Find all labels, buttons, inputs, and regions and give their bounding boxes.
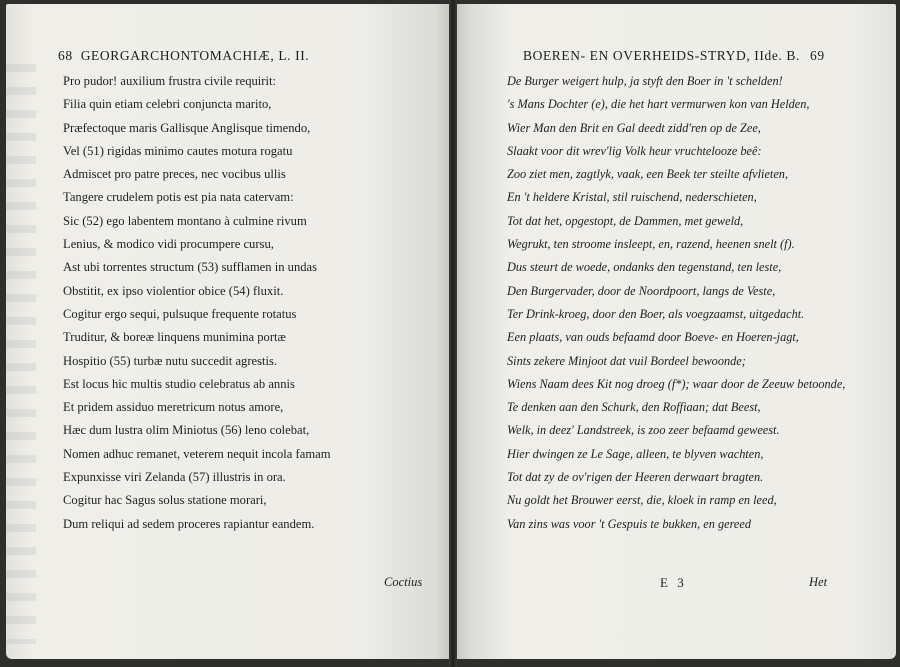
- left-page: [6, 4, 449, 659]
- verse-line: Een plaats, van ouds befaamd door Boeve- en Hoeren-jagt,: [507, 330, 799, 345]
- verse-line: Admiscet pro patre preces, nec vocibus ullis: [63, 167, 286, 182]
- verse-line: Lenius, & modico vidi procumpere cursu,: [63, 237, 274, 252]
- verse-line: Est locus hic multis studio celebratus ab annis: [63, 376, 295, 391]
- signature-mark: E 3: [660, 575, 687, 590]
- verse-line: Præfectoque maris Gallisque Anglisque timendo,: [63, 120, 311, 135]
- verse-line: Ast ubi torrentes structum (53) sufflamen in undas: [63, 260, 318, 275]
- verse-line: Dus steurt de woede, ondanks den tegenstand, ten leste,: [507, 260, 782, 275]
- catchword-left: Coctius: [384, 575, 423, 589]
- running-head-left: [58, 48, 309, 64]
- verse-line: Zoo ziet men, zagtlyk, vaak, een Beek ter steilte afvlieten,: [507, 167, 789, 182]
- verse-line: Hier dwingen ze Le Sage, alleen, te blyven wachten,: [507, 446, 764, 461]
- latin-verse: [63, 70, 331, 536]
- verse-line: Tot dat het, opgestopt, de Dammen, met geweld,: [507, 213, 744, 228]
- verse-line: Nu goldt het Brouwer eerst, die, kloek in ramp en leed,: [507, 493, 777, 508]
- book-gutter: [449, 0, 457, 667]
- verse-line: Nomen adhuc remanet, veterem nequit incola famam: [63, 446, 331, 461]
- verse-line: Vel (51) rigidas minimo cautes motura rogatu: [63, 143, 293, 158]
- verse-line: De Burger weigert hulp, ja styft den Boer in 't schelden!: [507, 74, 783, 88]
- verse-line: Tangere crudelem potis est pia nata catervam:: [63, 190, 294, 205]
- verse-line: Filia quin etiam celebri conjuncta marito,: [63, 97, 272, 112]
- verse-line: Obstitit, ex ipso violentior obice (54) fluxit.: [63, 283, 284, 298]
- running-head-right: [523, 48, 825, 64]
- verse-line: Hæc dum lustra olim Miniotus (56) leno colebat,: [63, 423, 310, 438]
- verse-line: Den Burgervader, door de Noordpoort, langs de Veste,: [507, 283, 776, 298]
- verse-line: Van zins was voor 't Gespuis te bukken, en gereed: [507, 516, 751, 531]
- verse-line: Welk, in deez' Landstreek, is zoo zeer befaamd geweest.: [507, 423, 780, 438]
- verse-line: 's Mans Dochter (e), die het hart vermurwen kon van Helden,: [507, 97, 810, 112]
- verse-line: Wegrukt, ten stroome insleept, en, razend, heenen snelt (f).: [507, 237, 795, 252]
- page-number-right: 69: [809, 48, 825, 63]
- verse-line: Te denken aan den Schurk, den Roffiaan; dat Beest,: [507, 400, 761, 415]
- verse-line: Slaakt voor dit wrev'lig Volk heur vruchtelooze beê:: [507, 143, 762, 158]
- verse-line: Sints zekere Minjoot dat vuil Bordeel bewoonde;: [507, 353, 746, 368]
- verse-line: Tot dat zy de ov'rigen der Heeren derwaart bragten.: [507, 470, 764, 485]
- verse-line: Expunxisse viri Zelanda (57) illustris in ora.: [63, 470, 286, 485]
- verse-line: Sic (52) ego labentem montano à culmine rivum: [63, 213, 307, 228]
- right-page: [457, 4, 896, 659]
- verse-line: Cogitur hac Sagus solus statione morari,: [63, 493, 267, 508]
- verse-line: Et pridem assiduo meretricum notus amore,: [63, 400, 284, 415]
- running-head-title-right: BOEREN- EN OVERHEIDS-STRYD, IIde. B.: [523, 48, 800, 63]
- verse-line: En 't heldere Kristal, stil ruischend, nederschieten,: [507, 190, 757, 205]
- verse-line: Wiens Naam dees Kit nog droeg (f*); waar door de Zeeuw betoonde,: [507, 376, 846, 391]
- verse-line: Ter Drink-kroeg, door den Boer, als voegzaamst, uitgedacht.: [507, 306, 805, 321]
- verse-line: Hospitio (55) turbæ nutu succedit agrestis.: [63, 353, 278, 368]
- verse-line: Cogitur ergo sequi, pulsuque frequente rotatus: [63, 306, 297, 321]
- catchword-right: Het: [809, 575, 828, 589]
- verse-line: Truditur, & boreæ linquens munimina portæ: [63, 330, 286, 345]
- verse-line: Pro pudor! auxilium frustra civile requirit:: [63, 74, 276, 88]
- page-number-left: 68: [58, 48, 73, 63]
- verse-line: Wier Man den Brit en Gal deedt zidd'ren op de Zee,: [507, 120, 761, 135]
- show-through-bleed: [6, 64, 36, 644]
- verse-line: Dum reliqui ad sedem proceres rapiantur eandem.: [63, 516, 315, 531]
- running-head-title-left: GEORGARCHONTOMACHIÆ, L. II.: [80, 48, 310, 63]
- dutch-verse: [507, 70, 845, 536]
